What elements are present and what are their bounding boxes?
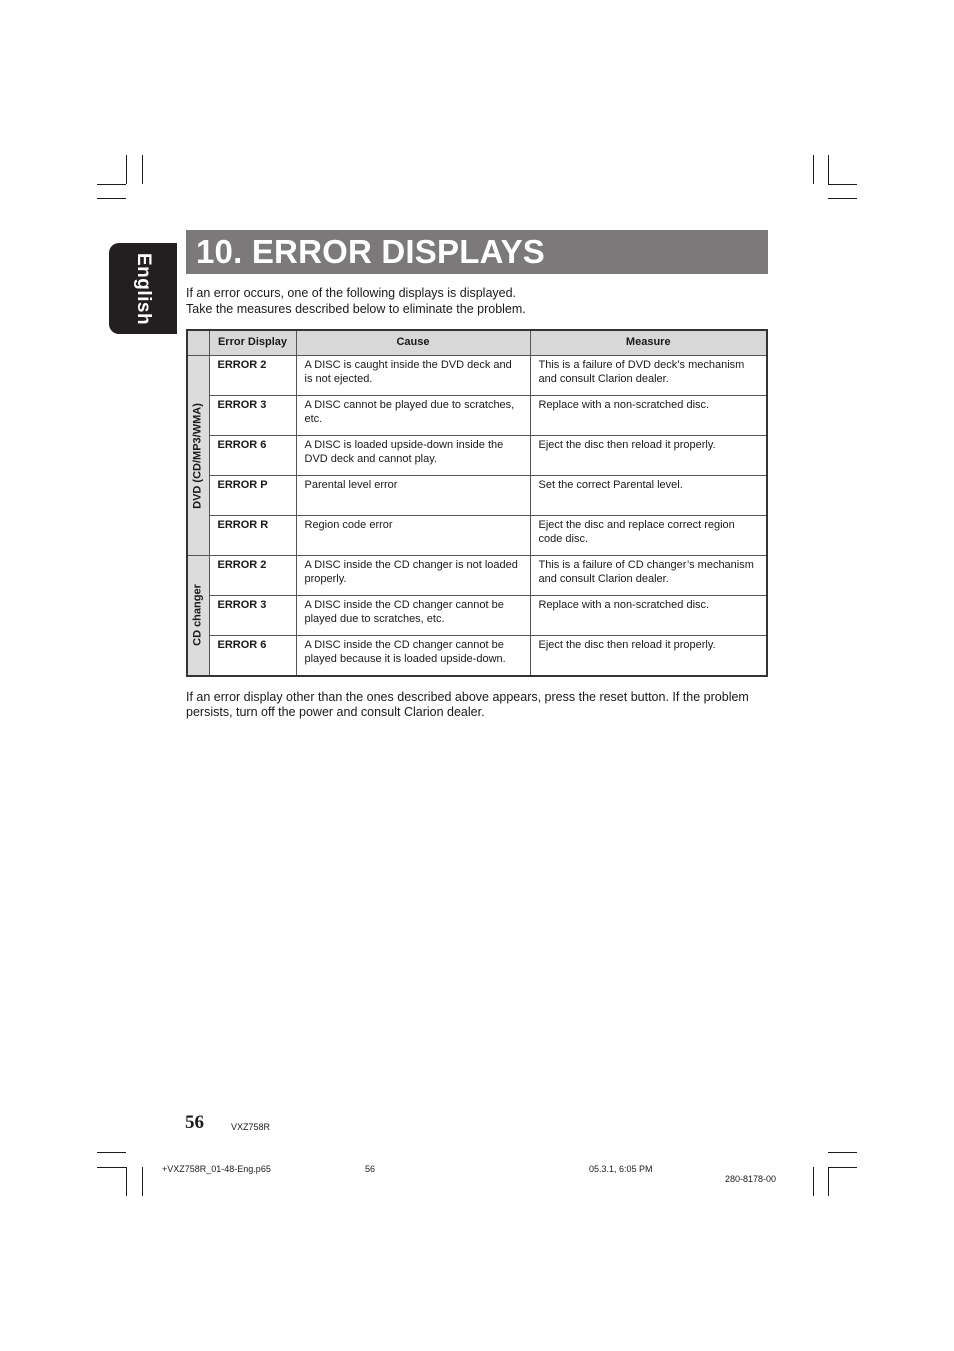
table-row — [187, 556, 767, 596]
error-code: ERROR 2 — [209, 556, 296, 596]
error-code: ERROR R — [209, 516, 296, 556]
error-code: ERROR 3 — [209, 596, 296, 636]
error-measure: This is a failure of DVD deck’s mechanism and consult Clarion dealer. — [530, 356, 767, 396]
error-measure: Replace with a non-scratched disc. — [530, 596, 767, 636]
table-header-row — [187, 330, 767, 356]
error-code: ERROR P — [209, 476, 296, 516]
group-cell-dvd — [187, 356, 209, 556]
error-measure: Set the correct Parental level. — [530, 476, 767, 516]
header-measure: Measure — [530, 330, 767, 356]
table-row — [187, 516, 767, 556]
crop-mark — [97, 198, 126, 199]
error-cause: Parental level error — [296, 476, 530, 516]
error-cause: A DISC inside the CD changer cannot be played due to scratches, etc. — [296, 596, 530, 636]
header-cause: Cause — [296, 330, 530, 356]
error-cause: A DISC cannot be played due to scratches, etc. — [296, 396, 530, 436]
intro-line: If an error occurs, one of the following displays is displayed. — [186, 286, 517, 300]
crop-mark — [142, 1167, 143, 1196]
group-label: CD changer — [191, 584, 204, 647]
crop-mark — [813, 1167, 814, 1196]
page-title: 10. ERROR DISPLAYS — [196, 233, 545, 270]
error-measure: This is a failure of CD changer’s mechanism and consult Clarion dealer. — [530, 556, 767, 596]
crop-mark — [828, 1167, 857, 1168]
section-title-bar — [186, 230, 768, 274]
outro-text — [186, 690, 776, 720]
error-measure: Eject the disc then reload it properly. — [530, 436, 767, 476]
table-row — [187, 356, 767, 396]
footer-part-number: 280-8178-00 — [725, 1174, 777, 1184]
footer-file-name: +VXZ758R_01-48-Eng.p65 — [162, 1164, 271, 1174]
error-code: ERROR 3 — [209, 396, 296, 436]
group-label: DVD (CD/MP3/WMA) — [191, 402, 204, 509]
error-table — [186, 329, 768, 677]
outro-paragraph: If an error display other than the ones described above appears, press the reset button. If the problem persists, turn off the power and consult Clarion dealer. — [186, 690, 749, 719]
error-cause: A DISC is loaded upside-down inside the DVD deck and cannot play. — [296, 436, 530, 476]
language-tab-label: English — [133, 252, 154, 325]
crop-mark — [828, 198, 857, 199]
crop-mark — [142, 155, 143, 184]
error-measure: Replace with a non-scratched disc. — [530, 396, 767, 436]
footer-file-page: 56 — [365, 1164, 376, 1174]
crop-mark — [828, 155, 829, 184]
error-code: ERROR 6 — [209, 636, 296, 676]
error-measure: Eject the disc then reload it properly. — [530, 636, 767, 676]
header-blank — [187, 330, 209, 356]
crop-mark — [97, 184, 126, 185]
crop-mark — [828, 1167, 829, 1196]
table-row — [187, 476, 767, 516]
crop-mark — [126, 1167, 127, 1196]
error-code: ERROR 6 — [209, 436, 296, 476]
crop-mark — [828, 1152, 857, 1153]
error-cause: A DISC is caught inside the DVD deck and is not ejected. — [296, 356, 530, 396]
error-cause: A DISC inside the CD changer cannot be played because it is loaded upside-down. — [296, 636, 530, 676]
crop-mark — [828, 184, 857, 185]
table-row — [187, 436, 767, 476]
error-cause: A DISC inside the CD changer is not loaded properly. — [296, 556, 530, 596]
table-row — [187, 396, 767, 436]
page-number: 56 — [185, 1112, 204, 1133]
error-code: ERROR 2 — [209, 356, 296, 396]
table-row — [187, 596, 767, 636]
error-cause: Region code error — [296, 516, 530, 556]
group-cell-cd-changer — [187, 556, 209, 676]
language-tab — [109, 243, 177, 334]
table-row — [187, 636, 767, 676]
crop-mark — [813, 155, 814, 184]
footer-datetime: 05.3.1, 6:05 PM — [589, 1164, 653, 1174]
intro-line: Take the measures described below to eliminate the problem. — [186, 301, 526, 316]
model-name: VXZ758R — [231, 1122, 271, 1132]
crop-mark — [97, 1167, 126, 1168]
intro-text — [186, 286, 776, 317]
crop-mark — [97, 1152, 126, 1153]
crop-mark — [126, 155, 127, 184]
header-error-display: Error Display — [209, 330, 296, 356]
error-measure: Eject the disc and replace correct region code disc. — [530, 516, 767, 556]
